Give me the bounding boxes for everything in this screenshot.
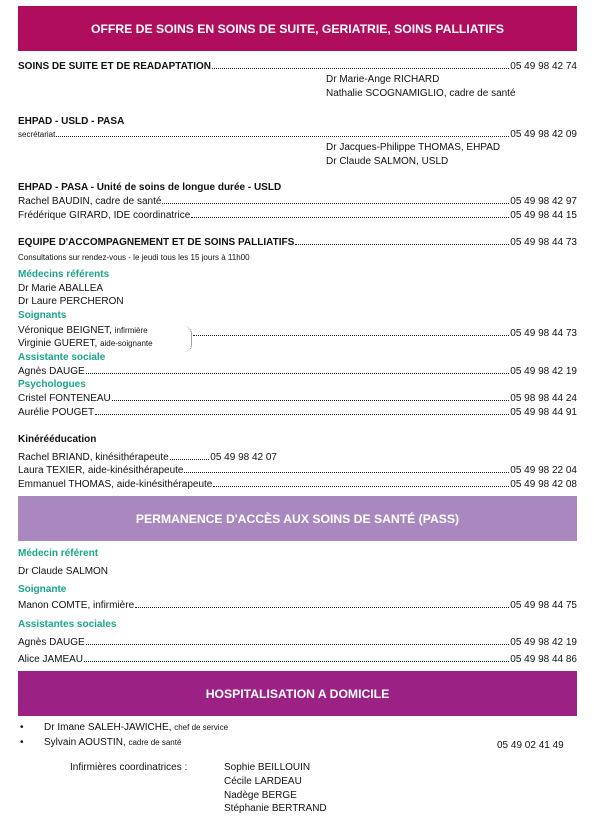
- esp-assistante-row: [18, 366, 577, 378]
- dot-leader: [295, 243, 509, 245]
- had-phone: 05 49 02 41 49: [497, 740, 564, 751]
- dot-leader: [112, 399, 509, 401]
- soignant-role: aide-soignante: [100, 339, 153, 348]
- had-role: chef de service: [174, 723, 229, 732]
- kine-row-3: [18, 479, 577, 491]
- soignant-role: infirmière: [114, 326, 148, 335]
- soignants-brace: [183, 326, 192, 352]
- ssr-title: SOINS DE SUITE ET DE READAPTATION: [18, 61, 211, 72]
- contact-phone: 05 98 98 44 24: [510, 393, 577, 404]
- section-header-soins-suite: OFFRE DE SOINS EN SOINS DE SUITE, GERIATRIE, SOINS PALLIATIFS: [18, 6, 577, 51]
- contact-name: Agnès DAUGE: [18, 637, 85, 648]
- ssr-row: [18, 61, 577, 73]
- ssr-cadre: Nathalie SCOGNAMIGLIO, cadre de santé: [326, 88, 516, 99]
- ehpad-doctor-1: Dr Jacques-Philippe THOMAS, EHPAD: [326, 142, 501, 153]
- esp-phone: 05 49 98 44 73: [510, 237, 577, 248]
- contact-name: Laura TEXIER, aide-kinésithérapeute: [18, 465, 184, 476]
- contact-name: Alice JAMEAU: [18, 654, 84, 665]
- had-name: Dr Imane SALEH-JAWICHE,: [44, 722, 175, 733]
- had-coord-1: Sophie BEILLOUIN: [224, 762, 311, 773]
- esp-medecin-2: Dr Laure PERCHERON: [18, 296, 124, 307]
- pass-assistante-row-2: [18, 654, 577, 666]
- contact-name: Manon COMTE, infirmière: [18, 600, 135, 611]
- esp-soignants-heading: Soignants: [18, 310, 67, 321]
- contact-phone: 05 49 98 42 08: [510, 479, 577, 490]
- contact-name: Aurélie POUGET: [18, 407, 95, 418]
- had-chef-service: [44, 722, 228, 734]
- esp-title: EQUIPE D'ACCOMPAGNEMENT ET DE SOINS PALLIATIFS: [18, 237, 295, 248]
- had-coord-3: Nadège BERGE: [224, 790, 297, 801]
- had-role: cadre de santé: [128, 738, 182, 747]
- contact-name: Cristel FONTENEAU: [18, 393, 111, 404]
- contact-name: Emmanuel THOMAS, aide-kinésithérapeute: [18, 479, 213, 490]
- had-cadre: [44, 737, 181, 749]
- contact-phone: 05 49 98 44 75: [510, 600, 577, 611]
- contact-name: Agnès DAUGE: [18, 366, 85, 377]
- dot-leader: [213, 485, 509, 487]
- dot-leader: [135, 606, 509, 608]
- ehpad-sec-row: [18, 129, 577, 141]
- bullet-dot: •: [20, 722, 24, 733]
- ehpad-pasa-row-1: [18, 196, 577, 208]
- contact-phone: 05 49 98 44 15: [510, 210, 577, 221]
- esp-medecin-1: Dr Marie ABALLEA: [18, 283, 104, 294]
- ssr-phone: 05 49 98 42 74: [510, 61, 577, 72]
- pass-assistante-row-1: [18, 637, 577, 649]
- contact-phone: 05 49 98 42 19: [510, 366, 577, 377]
- had-coord-2: Cécile LARDEAU: [224, 776, 302, 787]
- contact-name: Rachel BRIAND, kinésithérapeute: [18, 452, 169, 463]
- ehpad-usld-title: EHPAD - USLD - PASA: [18, 116, 125, 127]
- esp-psy-row-1: [18, 393, 577, 405]
- ehpad-secretariat: secrétariat: [18, 130, 56, 139]
- contact-phone: 05 49 98 22 04: [510, 465, 577, 476]
- esp-row: [18, 237, 577, 249]
- dot-leader: [193, 334, 509, 336]
- contact-phone: 05 49 98 42 97: [510, 196, 577, 207]
- section-header-had: HOSPITALISATION A DOMICILE: [18, 671, 577, 716]
- esp-soignants-phone-row: [192, 328, 577, 340]
- esp-soignant-2: [18, 338, 153, 350]
- dot-leader: [212, 67, 509, 69]
- bullet-dot: •: [20, 737, 24, 748]
- dot-leader: [86, 643, 510, 645]
- contact-phone: 05 49 98 44 86: [510, 654, 577, 665]
- dot-leader: [170, 458, 210, 460]
- kine-row-2: [18, 465, 577, 477]
- pass-medecin-1: Dr Claude SALMON: [18, 566, 109, 577]
- had-coord-4: Stéphanie BERTRAND: [224, 803, 327, 814]
- pass-medecin-heading: Médecin référent: [18, 548, 99, 559]
- had-name: Sylvain AOUSTIN,: [44, 737, 129, 748]
- esp-consultations: Consultations sur rendez-vous - le jeudi tous les 15 jours à 11h00: [18, 253, 250, 262]
- pass-soignante-row: [18, 600, 577, 612]
- esp-psychologues-heading: Psychologues: [18, 379, 86, 390]
- kine-title: Kinérééducation: [18, 434, 97, 445]
- ehpad-pasa-title: EHPAD - PASA - Unité de soins de longue durée - USLD: [18, 182, 282, 193]
- contact-phone: 05 49 98 42 07: [210, 452, 277, 463]
- dot-leader: [56, 135, 509, 137]
- contact-name: Frédérique GIRARD, IDE coordinatrice: [18, 210, 191, 221]
- contact-name: Rachel BAUDIN, cadre de santé: [18, 196, 162, 207]
- ehpad-pasa-row-2: [18, 210, 577, 222]
- pass-assistantes-heading: Assistantes sociales: [18, 619, 117, 630]
- esp-medecins-heading: Médecins référents: [18, 269, 110, 280]
- dot-leader: [86, 372, 510, 374]
- ehpad-doctor-2: Dr Claude SALMON, USLD: [326, 156, 449, 167]
- contact-phone: 05 49 98 42 19: [510, 637, 577, 648]
- dot-leader: [162, 202, 509, 204]
- dot-leader: [84, 660, 509, 662]
- kine-row-1: [18, 452, 277, 464]
- ehpad-sec-phone: 05 49 98 42 09: [510, 129, 577, 140]
- soignant-name: Véronique BEIGNET,: [18, 325, 115, 336]
- had-coord-label: Infirmières coordinatrices :: [70, 762, 188, 773]
- esp-psy-row-2: [18, 407, 577, 419]
- pass-soignante-heading: Soignante: [18, 584, 67, 595]
- dot-leader: [95, 413, 509, 415]
- esp-assistante-heading: Assistante sociale: [18, 352, 106, 363]
- contact-phone: 05 49 98 44 91: [510, 407, 577, 418]
- contact-phone: 05 49 98 44 73: [510, 328, 577, 339]
- soignant-name: Virginie GUERET,: [18, 338, 101, 349]
- ssr-doctor: Dr Marie-Ange RICHARD: [326, 74, 440, 85]
- esp-soignant-1: [18, 325, 148, 337]
- dot-leader: [191, 216, 509, 218]
- section-header-pass: PERMANENCE D'ACCÈS AUX SOINS DE SANTÉ (PASS): [18, 496, 577, 541]
- dot-leader: [184, 471, 509, 473]
